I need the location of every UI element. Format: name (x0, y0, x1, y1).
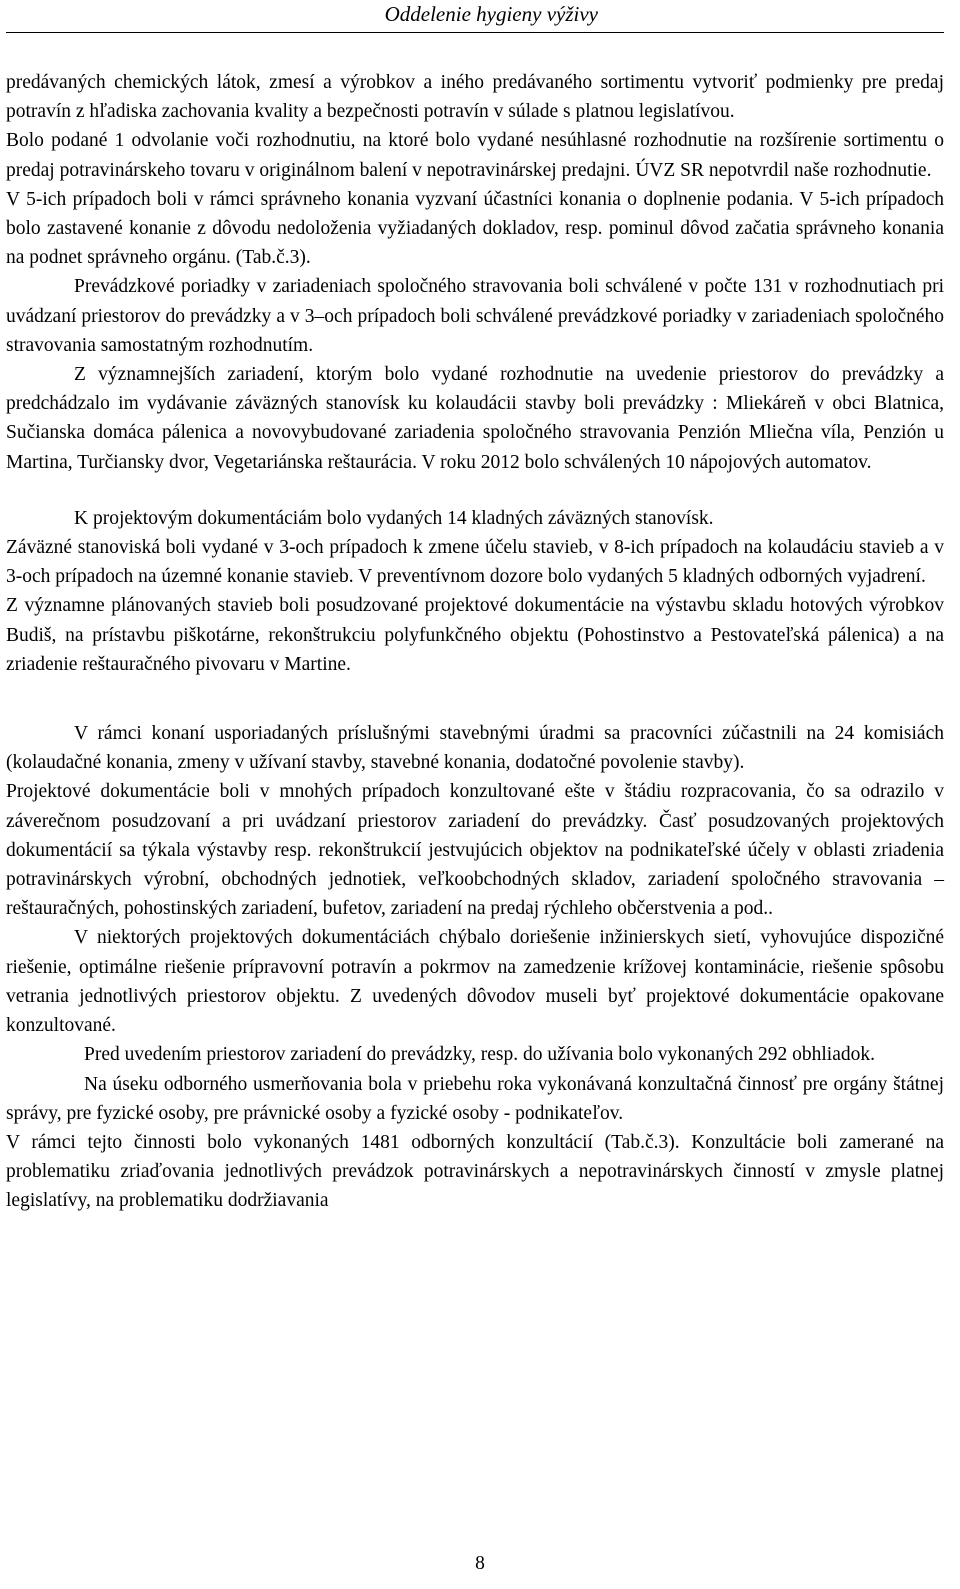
paragraph: V 5-ich prípadoch boli v rámci správneho konania vyzvaní účastníci konania o doplnenie podania. V 5-ich prípadoch bolo zastavené konanie z dôvodu nedoloženia vyžiadaných dokladov, resp. pominul dôvod začatia správneho konania na podnet správneho orgánu. (Tab.č.3). (6, 188, 944, 269)
document-body (6, 68, 944, 1216)
paragraph: Na úseku odborného usmerňovania bola v priebehu roka vykonávaná konzultačná činnosť pre orgány štátnej správy, pre fyzické osoby, pre právnické osoby a fyzické osoby - podnikateľov. (6, 1073, 944, 1124)
paragraph: K projektovým dokumentáciám bolo vydaných 14 kladných záväzných stanovísk. (74, 507, 714, 529)
paragraph: Záväzné stanoviská boli vydané v 3-och prípadoch k zmene účelu stavieb, v 8-ich prípadoch na kolaudáciu stavieb a v 3-och prípadoch na územné konanie stavieb. V preventívnom dozore bolo vydaných 5 kladných odborných vyjadrení. (6, 537, 944, 588)
header-title: Oddelenie hygieny výživy (384, 2, 598, 26)
page-header (6, 0, 944, 33)
paragraph: V niektorých projektových dokumentáciách chýbalo doriešenie inžinierskych sietí, vyhovujúce dispozičné riešenie, optimálne riešenie prípravovní potravín a pokrmov na zamedzenie krížovej kontaminácie, riešenie spôsobu vetrania jednotlivých priestorov objektu. Z uvedených dôvodov museli byť projektové dokumentácie opakovane konzultované. (6, 927, 944, 1037)
spacer (6, 477, 944, 504)
paragraph: V rámci tejto činnosti bolo vykonaných 1481 odborných konzultácií (Tab.č.3). Konzultácie boli zamerané na problematiku zriaďovania jednotlivých prevádzok potravinárskych a nepotravinárskych činností v zmysle platnej legislatívy, na problematiku dodržiavania (6, 1131, 944, 1212)
paragraph: Z významne plánovaných stavieb boli posudzované projektové dokumentácie na výstavbu skladu hotových výrobkov Budiš, na prístavbu piškotárne, rekonštrukciu polyfunkčného objektu (Pohostinstvo a Pestovateľská pálenica) a na zriadenie reštauračného pivovaru v Martine. (6, 595, 944, 675)
paragraph: Prevádzkové poriadky v zariadeniach spoločného stravovania boli schválené v počte 131 v rozhodnutiach pri uvádzaní priestorov do prevádzky a v 3–och prípadoch boli schválené prevádzkové poriadky v zariadeniach spoločného stravovania samostatným rozhodnutím. (6, 276, 944, 356)
paragraph: Projektové dokumentácie boli v mnohých prípadoch konzultované ešte v štádiu rozpracovania, čo sa odrazilo v záverečnom posudzovaní a pri uvádzaní priestorov zariadení do prevádzky. Časť posudzovaných projektových dokumentácií sa týkala výstavby resp. rekonštrukcií jestvujúcich objektov na podnikateľské účely v oblasti zriadenia potravinárskych výrobní, obchodných jednotiek, veľkoobchodných skladov, zariadení spoločného stravovania – reštauračných, pohostinských zariadení, bufetov, zariadení na predaj rýchleho občerstvenia a pod.. (6, 781, 944, 920)
page-number: 8 (475, 1553, 485, 1574)
paragraph: Bolo podané 1 odvolanie voči rozhodnutiu, na ktoré bolo vydané nesúhlasné rozhodnutie na rozšírenie sortimentu o predaj potravinárskeho tovaru v originálnom balení v nepotravinárskej predajni. ÚVZ SR nepotvrdil naše rozhodnutie. (6, 130, 944, 181)
paragraph: Pred uvedením priestorov zariadení do prevádzky, resp. do užívania bolo vykonaných 292 obhliadok. (84, 1044, 875, 1066)
paragraph: V rámci konaní usporiadaných príslušnými stavebnými úradmi sa pracovníci zúčastnili na 24 komisiách (kolaudačné konania, zmeny v užívaní stavby, stavebné konania, dodatočné povolenie stavby). (6, 723, 944, 774)
paragraph: predávaných chemických látok, zmesí a výrobkov a iného predávaného sortimentu vytvoriť podmienky pre predaj potravín z hľadiska zachovania kvality a bezpečnosti potravín v súlade s platnou legislatívou. (6, 72, 944, 123)
paragraph: Z významnejších zariadení, ktorým bolo vydané rozhodnutie na uvedenie priestorov do prevádzky a predchádzalo im vydávanie záväzných stanovísk ku kolaudácii stavby boli prevádzky : Mliekáreň v obci Blatnica, Sučianska domáca pálenica a novovybudované zariadenia spoločného stravovania Penzión Mliečna víla, Penzión u Martina, Turčiansky dvor, Vegetariánska reštaurácia. V roku 2012 bolo schválených 10 nápojových automatov. (6, 364, 944, 473)
spacer (6, 679, 944, 719)
